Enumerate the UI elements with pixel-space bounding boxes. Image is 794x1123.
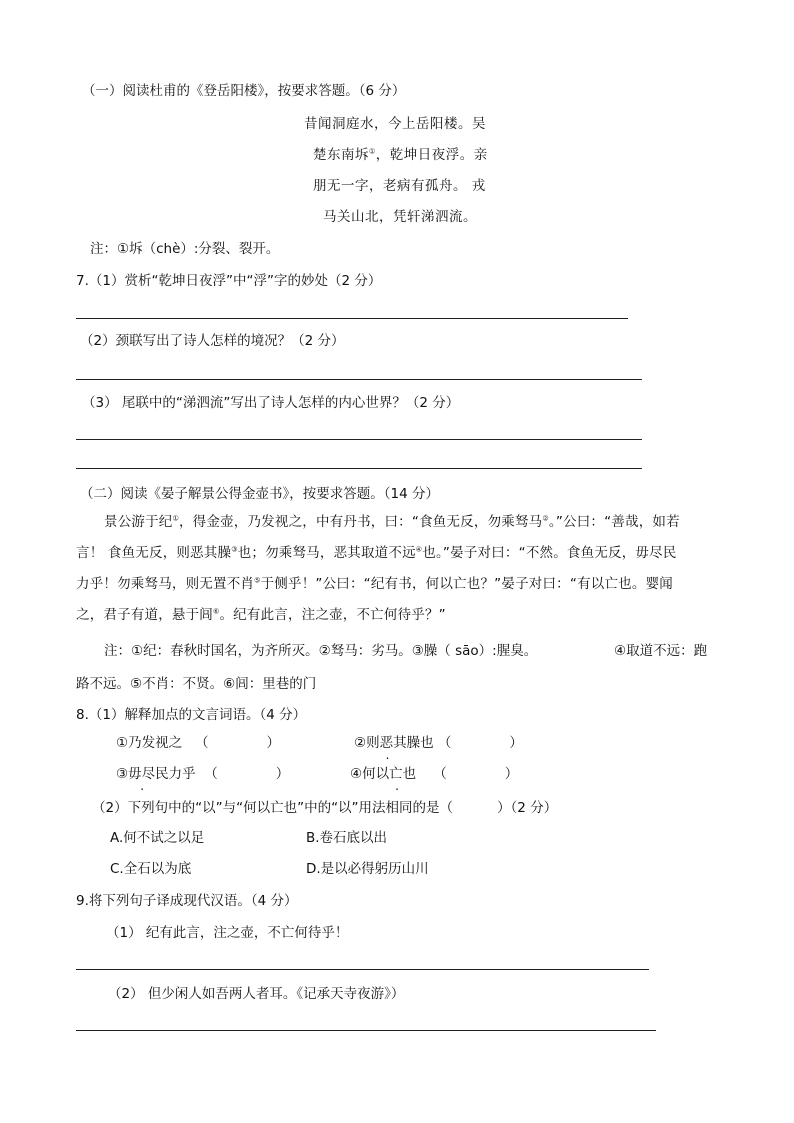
- q8-title: 8.（1）解释加点的文言词语。（4 分）: [76, 707, 307, 723]
- dotted-word: 毋尽: [128, 766, 156, 782]
- dotted-word: 亡: [389, 766, 403, 782]
- q8-word-3: ③毋尽民力乎 （ ）: [116, 766, 290, 782]
- q9-part1: （1） 纪有此言，注之壶，不亡何待乎！: [106, 925, 349, 941]
- footnote-marker: ⑥: [213, 607, 220, 616]
- q9-part2: （2） 但少闲人如吾两人者耳。《记承天寺夜游》）: [108, 986, 405, 1002]
- q8-word-4: ④何以亡也 （ ）: [350, 766, 519, 782]
- footnote-marker: ⑤: [254, 576, 261, 585]
- answer-line: [76, 969, 649, 970]
- dotted-word: 恶: [379, 735, 394, 751]
- passage-line-1: 景公游于纪①，得金壶，乃发视之，中有丹书，曰：“食鱼无反，勿乘驽马②。”公曰：“善哉，如若: [104, 514, 680, 530]
- passage-note-2: 路不远。⑤不肖：不贤。⑥闾：里巷的门: [76, 676, 317, 692]
- q7-part3: （3） 尾联中的“涕泗流”写出了诗人怎样的内心世界？（2 分）: [82, 395, 460, 411]
- passage-line-3: 力乎！勿乘驽马，则无置不肖⑤于侧乎！”公曰：“纪有书，何以亡也？”晏子对曰：“有以亡也。婴闻: [76, 576, 673, 592]
- option-c: C.全石以为底: [110, 861, 192, 877]
- answer-line: [76, 1030, 656, 1031]
- answer-line: [76, 318, 628, 319]
- q8-word-2: ②则恶其臊也 （ ）: [354, 735, 523, 751]
- q7-part2: （2）颈联写出了诗人怎样的境况？（2 分）: [80, 333, 345, 349]
- section2-title: （二）阅读《晏子解景公得金壶书》，按要求答题。（14 分）: [80, 486, 439, 502]
- option-d: D.是以必得躬历山川: [306, 861, 429, 877]
- passage-note-1: 注：①纪：春秋时国名，为齐所灭。②驽马：劣马。③臊（ sāo）:腥臭。: [104, 643, 538, 659]
- option-a: A.何不试之以足: [110, 830, 205, 846]
- passage-line-2: 言！ 食鱼无反，则恶其臊③也；勿乘驽马，恶其取道不远④也。”晏子对曰：“不然。食鱼无反，毋尽民: [76, 545, 677, 561]
- answer-line: [76, 468, 642, 469]
- footnote-marker: ①: [172, 514, 179, 523]
- footnote-marker: ①: [369, 147, 376, 156]
- q7-part1: 7.（1）赏析“乾坤日夜浮”中“浮”字的妙处（2 分）: [76, 273, 382, 289]
- poem-line-3: 朋无一字，老病有孤舟。 戎: [313, 178, 486, 194]
- poem-line-1: 昔闻洞庭水，今上岳阳楼。吴: [304, 116, 486, 132]
- passage-note-1-end: ④取道不远：跑: [614, 643, 708, 659]
- answer-line: [76, 379, 642, 380]
- q9-title: 9.将下列句子译成现代汉语。（4 分）: [76, 893, 298, 909]
- section1-title: （一）阅读杜甫的《登岳阳楼》，按要求答题。（6 分）: [82, 83, 406, 99]
- footnote-marker: ③: [231, 545, 238, 554]
- footnote-marker: ④: [415, 545, 423, 554]
- passage-line-4: 之，君子有道，悬于闾⑥。纪有此言，注之壶，不亡何待乎？”: [76, 607, 446, 623]
- q8-part2: （2）下列句中的“以”与“何以亡也”中的“以”用法相同的是（ ）（2 分）: [92, 800, 558, 816]
- q8-word-1: ①乃发视之 （ ）: [116, 735, 280, 751]
- answer-line: [76, 439, 642, 440]
- poem-line-4: 马关山北，凭轩涕泗流。: [323, 209, 477, 225]
- footnote-marker: ②: [542, 514, 549, 523]
- poem-line-2: 楚东南坼①，乾坤日夜浮。亲: [313, 147, 488, 163]
- poem-note: 注：①坼（chè）:分裂、裂开。: [90, 241, 280, 257]
- option-b: B.卷石底以出: [306, 830, 388, 846]
